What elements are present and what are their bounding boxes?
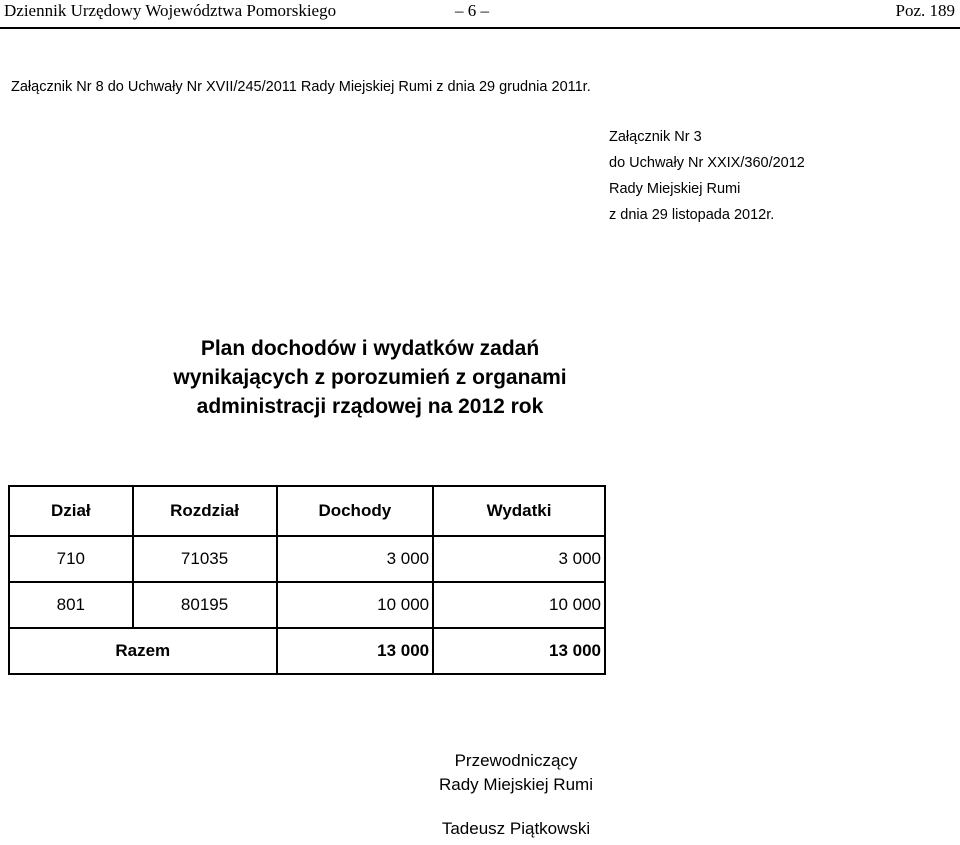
cell-wydatki: 10 000 xyxy=(433,582,605,628)
cell-dochody: 3 000 xyxy=(277,536,434,582)
total-wydatki: 13 000 xyxy=(433,628,605,674)
title-line-3: administracji rządowej na 2012 rok xyxy=(196,395,544,418)
header-dzial: Dział xyxy=(9,486,133,536)
total-label: Razem xyxy=(9,628,277,674)
page-number: – 6 – xyxy=(455,1,489,20)
total-dochody: 13 000 xyxy=(277,628,434,674)
attachment-number: Załącznik Nr 3 xyxy=(609,129,702,145)
annex-reference: Załącznik Nr 8 do Uchwały Nr XVII/245/2011 Rady Miejskiej Rumi z dnia 29 grudnia 2011r. xyxy=(11,79,591,95)
cell-rozdzial: 80195 xyxy=(133,582,277,628)
table-header-row xyxy=(9,486,605,536)
signature-name: Tadeusz Piątkowski xyxy=(441,819,591,838)
table-row xyxy=(9,582,605,628)
attachment-resolution: do Uchwały Nr XXIX/360/2012 xyxy=(609,155,805,171)
cell-wydatki: 3 000 xyxy=(433,536,605,582)
journal-title: Dziennik Urzędowy Województwa Pomorskiego xyxy=(4,1,337,20)
title-line-1: Plan dochodów i wydatków zadań xyxy=(200,337,540,360)
cell-dzial: 710 xyxy=(9,536,133,582)
table-total-row xyxy=(9,628,605,674)
cell-dzial: 801 xyxy=(9,582,133,628)
attachment-reference xyxy=(609,124,805,228)
document-title xyxy=(130,334,610,421)
signature-block xyxy=(418,749,614,841)
position-number: Poz. 189 xyxy=(895,1,955,20)
signature-role: Przewodniczący xyxy=(454,751,578,770)
journal-header xyxy=(0,0,960,29)
attachment-date: z dnia 29 listopada 2012r. xyxy=(609,207,775,223)
cell-rozdzial: 71035 xyxy=(133,536,277,582)
budget-table xyxy=(8,485,606,675)
header-rozdzial: Rozdział xyxy=(133,486,277,536)
header-dochody: Dochody xyxy=(277,486,434,536)
attachment-council: Rady Miejskiej Rumi xyxy=(609,181,741,197)
title-line-2: wynikających z porozumień z organami xyxy=(173,366,567,389)
signature-body: Rady Miejskiej Rumi xyxy=(439,775,593,794)
cell-dochody: 10 000 xyxy=(277,582,434,628)
table-row xyxy=(9,536,605,582)
header-wydatki: Wydatki xyxy=(433,486,605,536)
